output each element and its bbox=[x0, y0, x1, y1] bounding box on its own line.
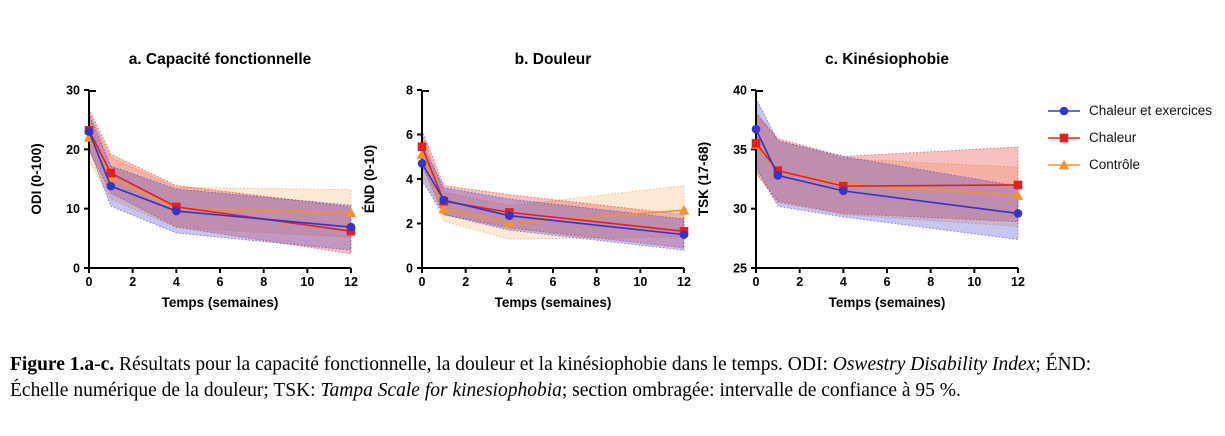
svg-text:c. Kinésiophobie: c. Kinésiophobie bbox=[824, 51, 950, 68]
legend-item-chaleur-et-exercices bbox=[1045, 97, 1212, 124]
svg-text:2: 2 bbox=[129, 275, 137, 289]
svg-text:6: 6 bbox=[883, 275, 891, 289]
svg-text:8: 8 bbox=[593, 275, 601, 289]
svg-text:10: 10 bbox=[300, 275, 315, 289]
svg-text:12: 12 bbox=[677, 275, 691, 289]
svg-text:8: 8 bbox=[406, 83, 413, 98]
svg-text:30: 30 bbox=[733, 202, 747, 217]
svg-text:2: 2 bbox=[462, 275, 470, 289]
caption-segment: c. bbox=[100, 354, 115, 375]
svg-text:4: 4 bbox=[839, 275, 847, 289]
svg-text:Temps (semaines): Temps (semaines) bbox=[828, 295, 946, 310]
svg-text:10: 10 bbox=[66, 202, 80, 217]
figure-caption bbox=[10, 352, 1150, 403]
svg-text:30: 30 bbox=[66, 83, 80, 98]
legend-label: Contrôle bbox=[1089, 157, 1141, 172]
caption-segment: ; section ombragée: intervalle de confiance à 95 %. bbox=[561, 379, 961, 401]
svg-text:10: 10 bbox=[633, 275, 648, 289]
legend-label: Chaleur et exercices bbox=[1089, 103, 1213, 118]
legend-item-controle bbox=[1045, 151, 1212, 178]
svg-text:4: 4 bbox=[406, 172, 413, 187]
svg-text:2: 2 bbox=[796, 275, 804, 289]
svg-text:a. Capacité fonctionnelle: a. Capacité fonctionnelle bbox=[128, 51, 312, 68]
svg-text:4: 4 bbox=[172, 275, 180, 289]
legend-triangle-icon bbox=[1045, 157, 1083, 173]
svg-text:0: 0 bbox=[406, 261, 413, 276]
svg-text:35: 35 bbox=[733, 142, 747, 157]
svg-text:6: 6 bbox=[216, 275, 224, 289]
svg-text:40: 40 bbox=[733, 83, 747, 98]
caption-segment: Oswestry Disability Index bbox=[832, 354, 1036, 375]
svg-text:25: 25 bbox=[733, 261, 747, 276]
svg-text:12: 12 bbox=[344, 275, 358, 289]
svg-text:Temps (semaines): Temps (semaines) bbox=[161, 295, 279, 310]
svg-text:0: 0 bbox=[752, 275, 760, 289]
svg-text:0: 0 bbox=[73, 261, 80, 276]
chart-kinesiophobie bbox=[692, 30, 1037, 320]
caption-segment: Figure 1.a bbox=[10, 354, 95, 375]
svg-text:0: 0 bbox=[418, 275, 426, 289]
svg-text:Temps (semaines): Temps (semaines) bbox=[494, 295, 612, 310]
svg-text:8: 8 bbox=[927, 275, 935, 289]
caption-segment: Tampa Scale for kinesiophobia bbox=[320, 379, 562, 401]
caption-segment: ; ÉND: Échelle numérique de la douleur; TSK: bbox=[10, 354, 1092, 401]
caption-segment: Résultats pour la capacité fonctionnelle, la douleur et la kinésiophobie dans le temps. ODI: bbox=[114, 354, 833, 375]
svg-text:ÉND (0-10): ÉND (0-10) bbox=[362, 144, 377, 214]
legend-square-icon bbox=[1045, 130, 1083, 146]
svg-text:8: 8 bbox=[260, 275, 268, 289]
legend-circle-icon bbox=[1045, 103, 1083, 119]
svg-text:6: 6 bbox=[549, 275, 557, 289]
svg-text:2: 2 bbox=[406, 217, 413, 231]
caption-segment: - bbox=[94, 354, 101, 375]
svg-text:12: 12 bbox=[1011, 275, 1025, 289]
svg-text:ODI (0-100): ODI (0-100) bbox=[29, 143, 44, 215]
chart-douleur bbox=[358, 30, 703, 320]
svg-text:4: 4 bbox=[505, 275, 513, 289]
chart-capacite-fonctionnelle bbox=[25, 30, 370, 320]
svg-text:20: 20 bbox=[66, 142, 80, 157]
legend bbox=[1045, 97, 1212, 178]
legend-label: Chaleur bbox=[1089, 130, 1137, 145]
svg-text:0: 0 bbox=[85, 275, 93, 289]
svg-text:6: 6 bbox=[406, 128, 413, 142]
svg-text:b. Douleur: b. Douleur bbox=[514, 51, 592, 68]
legend-item-chaleur bbox=[1045, 124, 1212, 151]
svg-text:TSK (17-68): TSK (17-68) bbox=[696, 141, 711, 217]
svg-text:10: 10 bbox=[967, 275, 982, 289]
